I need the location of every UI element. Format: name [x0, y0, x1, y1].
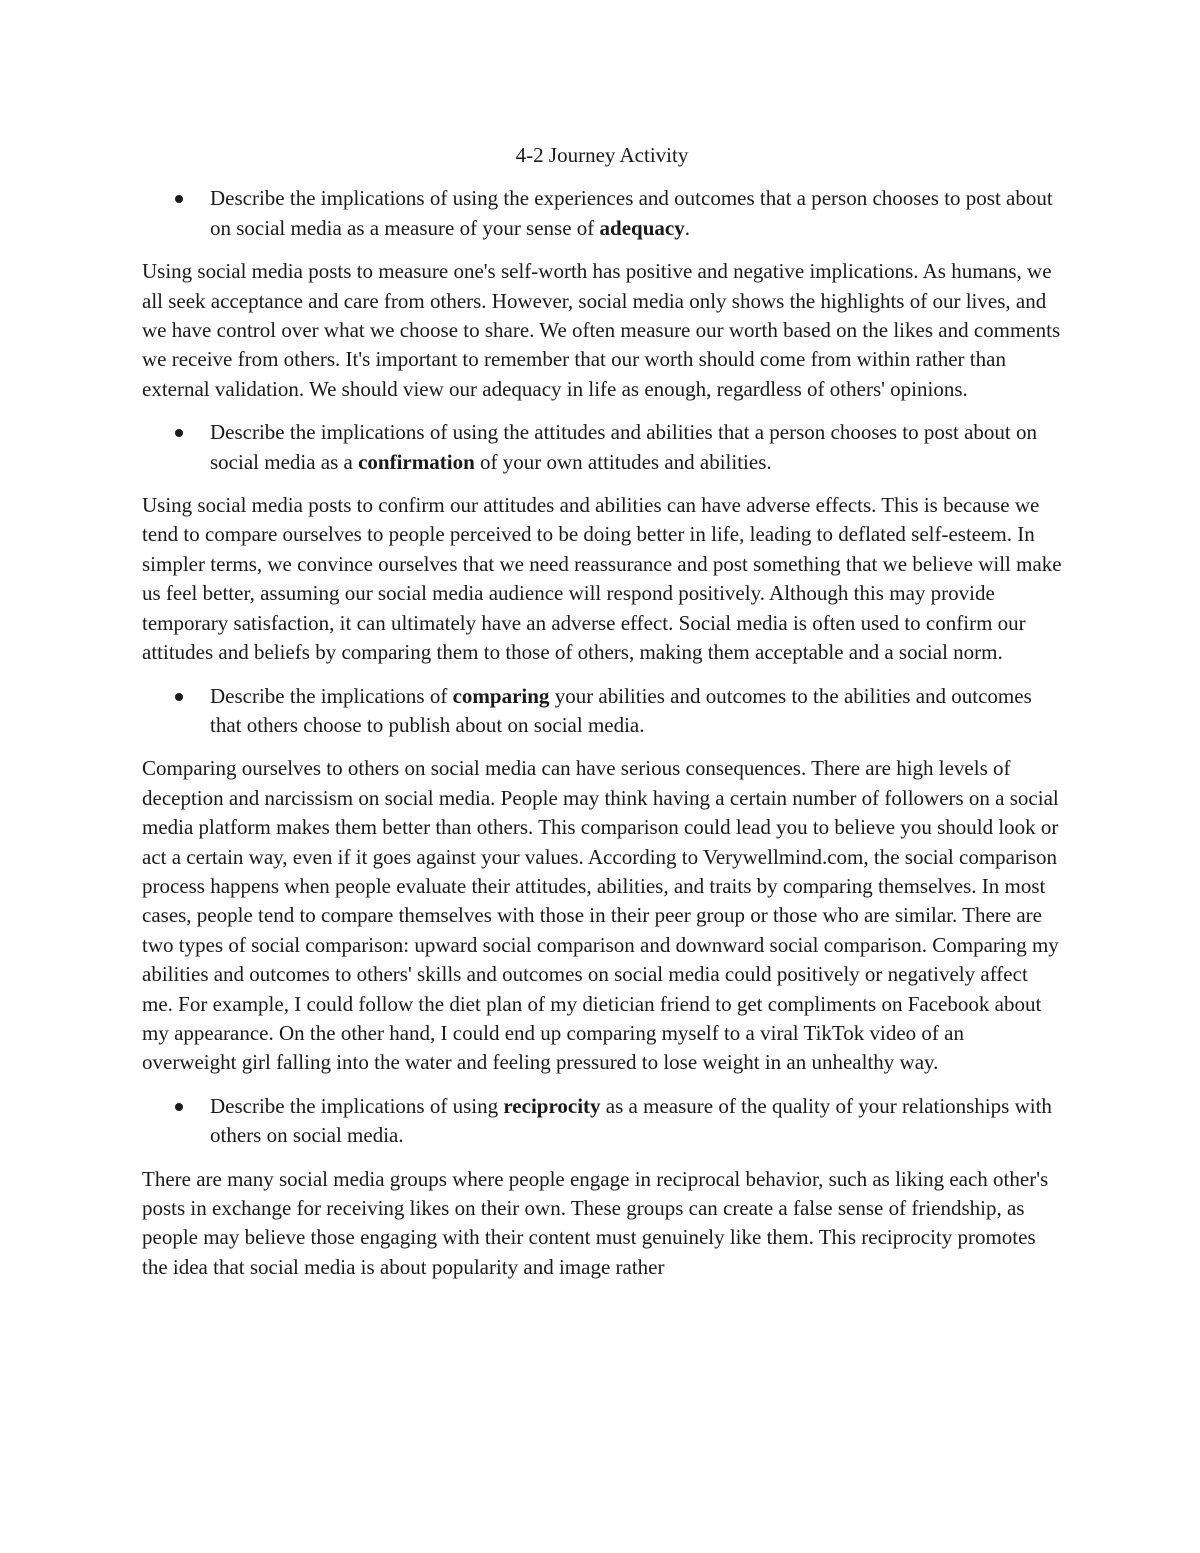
prompt-comparing [142, 682, 1062, 741]
bullet-icon [142, 418, 210, 477]
prompt-text-tail: of your own attitudes and abilities. [474, 449, 772, 474]
prompt-text-lead: Describe the implications of [210, 683, 453, 708]
bullet-icon [142, 682, 210, 741]
prompt-text-tail: . [684, 215, 690, 240]
prompt-text [210, 418, 1062, 477]
prompt-keyword: comparing [452, 683, 550, 708]
prompt-keyword: confirmation [358, 449, 475, 474]
bullet-icon [142, 184, 210, 243]
prompt-text [210, 682, 1062, 741]
prompt-confirmation [142, 418, 1062, 477]
prompt-reciprocity [142, 1092, 1062, 1151]
prompt-keyword: reciprocity [503, 1093, 601, 1118]
prompt-text [210, 1092, 1062, 1151]
bullet-icon [142, 1092, 210, 1151]
document-title: 4-2 Journey Activity [515, 143, 689, 167]
answer-adequacy: Using social media posts to measure one's self-worth has positive and negative implications. As humans, we all seek acceptance and care from others. However, social media only shows the highlights of our lives, and we have control over what we choose to share. We often measure our worth based on the likes and comments we receive from others. It's important to remember that our worth should come from within rather than external validation. We should view our adequacy in life as enough, regardless of others' opinions. [142, 259, 1061, 401]
prompt-text-lead: Describe the implications of using [210, 1093, 504, 1118]
answer-reciprocity: There are many social media groups where people engage in reciprocal behavior, such as liking each other's posts in exchange for receiving likes on their own. These groups can create a false sense of friendship, as people may believe those engaging with their content must genuinely like them. This reciprocity promotes the idea that social media is about popularity and image rather [142, 1166, 1049, 1279]
prompt-text-tail: your abilities and outcomes to the abilities and outcomes that others choose to publish about on social media. [210, 683, 1032, 737]
document-body [142, 141, 1062, 1296]
prompt-text-tail: as a measure of the quality of your relationships with others on social media. [210, 1093, 1052, 1148]
answer-confirmation: Using social media posts to confirm our attitudes and abilities can have adverse effects. This is because we tend to compare ourselves to people perceived to be doing better in life, leading to deflated self-esteem. In simpler terms, we convince ourselves that we need reassurance and post something that we believe will make us feel better, assuming our social media audience will respond positively. Although this may provide temporary satisfaction, it can ultimately have an adverse effect. Social media is often used to confirm our attitudes and beliefs by comparing them to those of others, making them acceptable and a social norm. [142, 493, 1062, 665]
prompt-adequacy [142, 184, 1062, 243]
prompt-keyword: adequacy [599, 215, 685, 240]
answer-comparing: Comparing ourselves to others on social media can have serious consequences. There are high levels of deception and narcissism on social media. People may think having a certain number of followers on a social media platform makes them better than others. This comparison could lead you to believe you should look or act a certain way, even if it goes against your values. According to Verywellmind.com, the social comparison process happens when people evaluate their attitudes, abilities, and traits by comparing themselves. In most cases, people tend to compare themselves with those in their peer group or those who are similar. There are two types of social comparison: upward social comparison and downward social comparison. Comparing my abilities and outcomes to others' skills and outcomes on social media could positively or negatively affect me. For example, I could follow the diet plan of my dietician friend to get compliments on Facebook about my appearance. On the other hand, I could end up comparing myself to a viral TikTok video of an overweight girl falling into the water and feeling pressured to lose weight in an unhealthy way. [142, 756, 1059, 1075]
prompt-text-lead: Describe the implications of using the experiences and outcomes that a person chooses to post about on social media as a measure of your sense of [210, 186, 1053, 240]
prompt-text [210, 184, 1062, 243]
prompt-text-lead: Describe the implications of using the attitudes and abilities that a person chooses to post about on social media as a [210, 420, 1037, 474]
